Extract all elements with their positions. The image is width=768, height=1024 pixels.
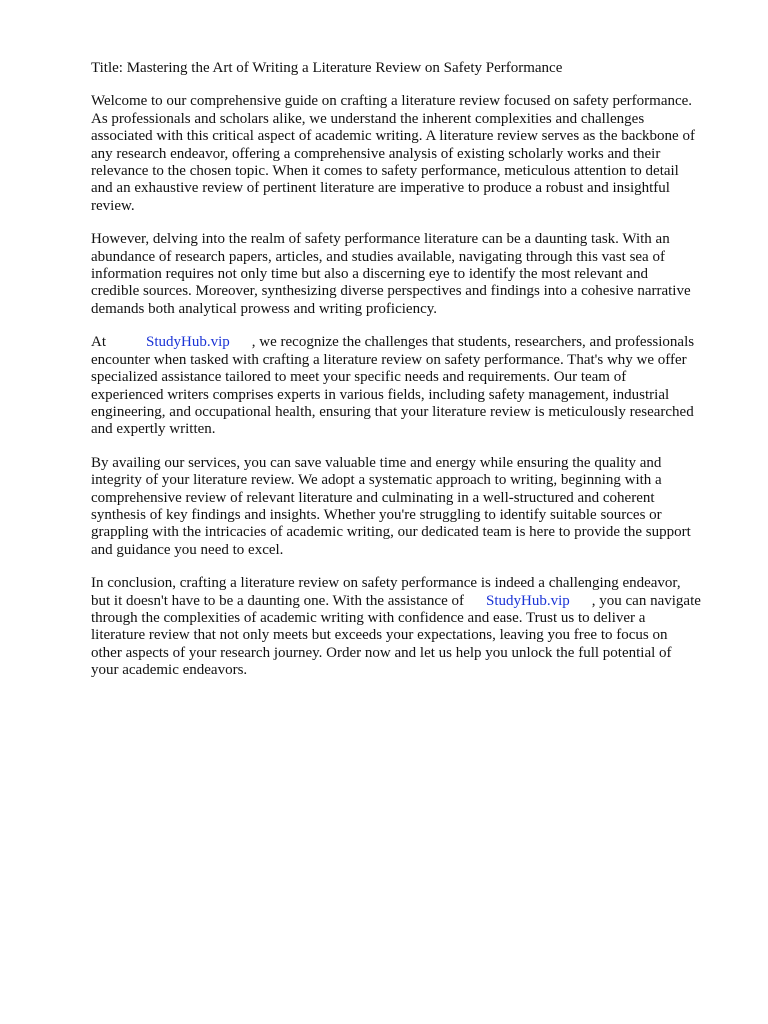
text-line: any research endeavor, offering a comprehensive analysis of existing scholarly works and their — [91, 145, 661, 162]
text-line: review. — [91, 197, 135, 214]
text-line: encounter when tasked with crafting a literature review on safety performance. That's why we offer — [91, 351, 687, 368]
text-line: As professionals and scholars alike, we understand the inherent complexities and challenges — [91, 110, 645, 127]
text-fragment: At — [91, 334, 106, 351]
text-line: associated with this critical aspect of academic writing. A literature review serves as the backbone of — [91, 128, 695, 145]
text-line: abundance of research papers, articles, and studies available, navigating through this vast sea of — [91, 248, 665, 265]
text-line: other aspects of your research journey. Order now and let us help you unlock the full potential of — [91, 644, 672, 661]
text-line: and expertly written. — [91, 421, 216, 438]
text-line: experienced writers comprises experts in various fields, including safety management, industrial — [91, 386, 670, 403]
text-line: relevance to the chosen topic. When it comes to safety performance, meticulous attention to detail — [91, 163, 679, 180]
paragraph-intro — [91, 93, 727, 215]
text-line: specialized assistance tailored to meet your specific needs and requirements. Our team of — [91, 369, 627, 386]
text-line: By availing our services, you can save valuable time and energy while ensuring the quality and — [91, 454, 662, 471]
studyhub-link[interactable]: StudyHub.vip — [146, 334, 230, 351]
text-line: In conclusion, crafting a literature review on safety performance is indeed a challenging endeavor, — [91, 575, 681, 592]
paragraph-challenges — [91, 231, 727, 318]
text-line: and an exhaustive review of pertinent literature are imperative to produce a robust and insightful — [91, 180, 670, 197]
paragraph-benefits — [91, 455, 727, 559]
document-page — [91, 60, 727, 696]
text-line: Welcome to our comprehensive guide on crafting a literature review focused on safety performance. — [91, 93, 693, 110]
text-line-with-link — [91, 593, 727, 610]
text-line: synthesis of key findings and insights. Whether you're struggling to identify suitable sources or — [91, 506, 662, 523]
studyhub-link[interactable]: StudyHub.vip — [486, 592, 570, 609]
text-line: grappling with the intricacies of academic writing, our dedicated team is here to provide the support — [91, 524, 691, 541]
text-line: demands both analytical prowess and writing proficiency. — [91, 300, 438, 317]
text-line: your academic endeavors. — [91, 662, 248, 679]
paragraph-services — [91, 334, 727, 438]
text-line: through the complexities of academic writing with confidence and ease. Trust us to deliver a — [91, 609, 646, 626]
text-line: integrity of your literature review. We adopt a systematic approach to writing, beginning with a — [91, 472, 662, 489]
text-line: engineering, and occupational health, ensuring that your literature review is meticulously researched — [91, 403, 694, 420]
text-line: and guidance you need to excel. — [91, 541, 284, 558]
text-line: credible sources. Moreover, synthesizing diverse perspectives and findings into a cohesive narrative — [91, 283, 691, 300]
document-title: Title: Mastering the Art of Writing a Literature Review on Safety Performance — [91, 60, 563, 76]
text-line: However, delving into the realm of safety performance literature can be a daunting task. With an — [91, 231, 670, 248]
text-fragment: , we recognize the challenges that students, researchers, and professionals — [251, 334, 695, 351]
text-fragment: but it doesn't have to be a daunting one. With the assistance of — [91, 592, 464, 609]
text-line: comprehensive review of relevant literature and culminating in a well-structured and coherent — [91, 489, 655, 506]
text-fragment: , you can navigate — [591, 592, 701, 609]
paragraph-conclusion — [91, 575, 727, 679]
text-line: information requires not only time but also a discerning eye to identify the most relevant and — [91, 266, 648, 283]
text-line: literature review that not only meets but exceeds your expectations, leaving you free to focus on — [91, 627, 668, 644]
text-line-with-link — [91, 334, 727, 351]
